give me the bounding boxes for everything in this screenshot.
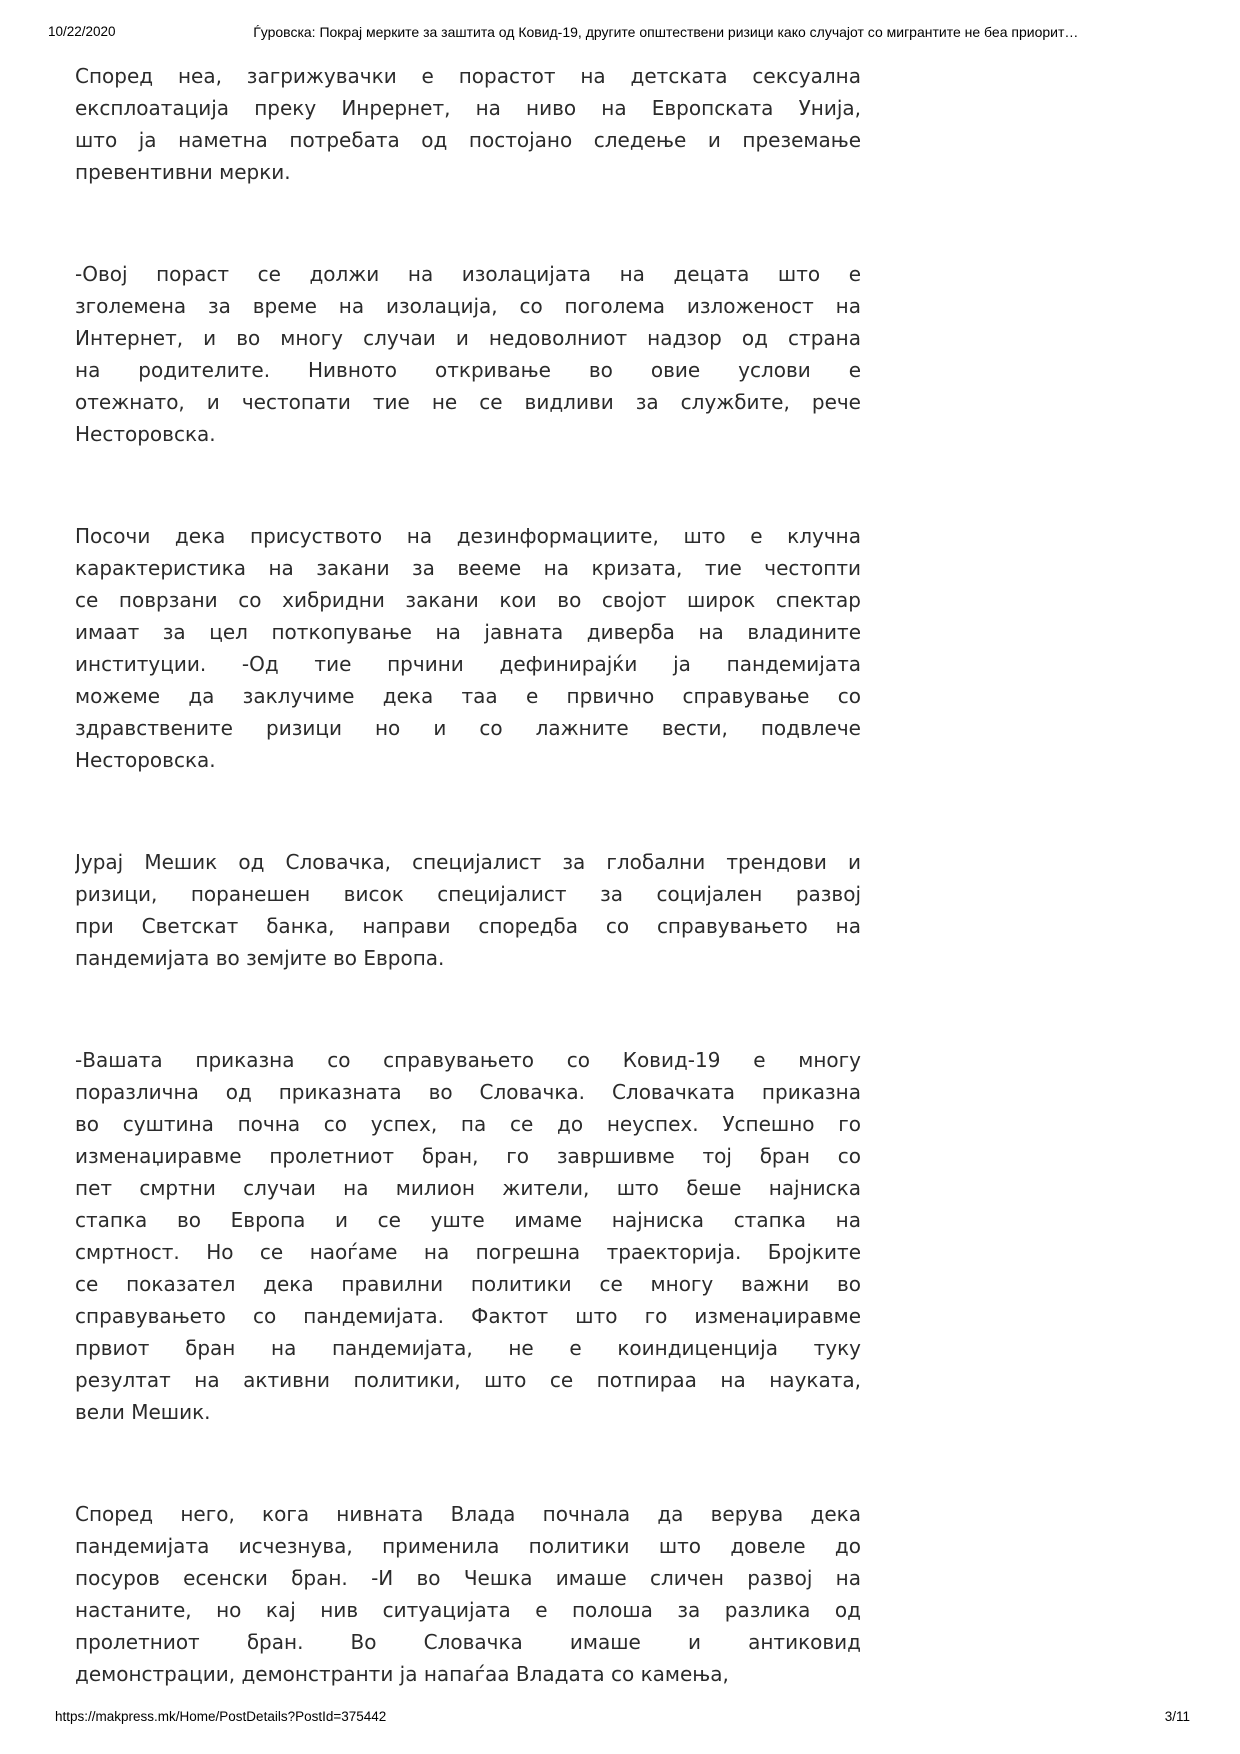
- text-line: вели Мешик.: [75, 1400, 211, 1424]
- text-line: стапка во Европа и се уште имаме најниска стапка на: [75, 1208, 861, 1232]
- text-line: посуров есенски бран. -И во Чешка имаше сличен развој на: [75, 1566, 861, 1590]
- text-line: зголемена за време на изолација, со поголема изложеност на: [75, 294, 861, 318]
- text-line: ризици, поранешен висок специјалист за социјален развој: [75, 882, 861, 906]
- paragraph: [75, 60, 861, 188]
- text-line: првиот бран на пандемијата, не е коиндиценција туку: [75, 1336, 861, 1360]
- text-line: пролетниот бран. Во Словачка имаше и антиковид: [75, 1630, 861, 1654]
- text-line: смртност. Но се наоѓаме на погрешна траекторија. Бројките: [75, 1240, 861, 1264]
- paragraph: [75, 258, 861, 450]
- text-line: настаните, но кај нив ситуацијата е полоша за разлика од: [75, 1598, 861, 1622]
- text-line: поразлична од приказната во Словачка. Словачката приказна: [75, 1080, 861, 1104]
- text-line: Посочи дека присуството на дезинформациите, што е клучна: [75, 524, 861, 548]
- text-line: пандемијата исчезнува, применила политики што довеле до: [75, 1534, 861, 1558]
- text-line: превентивни мерки.: [75, 160, 291, 184]
- text-line: -Овој пораст се должи на изолацијата на децата што е: [75, 262, 861, 286]
- print-date: 10/22/2020: [48, 24, 116, 39]
- paragraph: [75, 1498, 861, 1690]
- text-line: се поврзани со хибридни закани кои во својот широк спектар: [75, 588, 861, 612]
- text-line: во суштина почна со успех, па се до неуспех. Успешно го: [75, 1112, 861, 1136]
- text-line: пандемијата во земјите во Европа.: [75, 946, 445, 970]
- article-content: [75, 60, 861, 1754]
- print-footer: [55, 1709, 1190, 1724]
- text-line: на родителите. Нивното откривање во овие услови е: [75, 358, 861, 382]
- text-line: демонстрации, демонстранти ја напаѓаа Владата со камења,: [75, 1662, 729, 1686]
- text-line: отежнато, и честопати тие не се видливи за службите, рече: [75, 390, 861, 414]
- text-line: карактеристика на закани за вееме на кризата, тие честопти: [75, 556, 861, 580]
- text-line: се показател дека правилни политики се многу важни во: [75, 1272, 861, 1296]
- text-line: изменаџиравме пролетниот бран, го завршивме тој бран со: [75, 1144, 861, 1168]
- paragraph: [75, 520, 861, 776]
- text-line: Јурај Мешик од Словачка, специјалист за глобални трендови и: [75, 850, 861, 874]
- text-line: Несторовска.: [75, 422, 216, 446]
- paragraph: [75, 846, 861, 974]
- text-line: резултат на активни политики, што се потпираа на науката,: [75, 1368, 861, 1392]
- paragraph: [75, 1044, 861, 1428]
- text-line: при Светскат банка, направи споредба со справувањето на: [75, 914, 861, 938]
- text-line: здравствените ризици но и со лажните вести, подвлече: [75, 716, 861, 740]
- text-line: имаат за цел поткопување на јавната диверба на владините: [75, 620, 861, 644]
- text-line: Според неа, загрижувачки е порастот на детската сексуална: [75, 64, 861, 88]
- text-line: справувањето со пандемијата. Фактот што го изменаџиравме: [75, 1304, 861, 1328]
- text-line: Според него, кога нивната Влада почнала да верува дека: [75, 1502, 861, 1526]
- text-line: пет смртни случаи на милион жители, што беше најниска: [75, 1176, 861, 1200]
- text-line: експлоатација преку Инрернет, на ниво на Европската Унија,: [75, 96, 861, 120]
- page-title: Ѓуровска: Покрај мерките за заштита од Ковид-19, другите општествени ризици како случајот со мигрантите не беа приорит…: [253, 24, 1079, 40]
- print-header: [48, 24, 1192, 40]
- text-line: -Вашата приказна со справувањето со Ковид-19 е многу: [75, 1048, 861, 1072]
- text-line: институции. -Од тие прчини дефинирајќи ја пандемијата: [75, 652, 861, 676]
- text-line: Интернет, и во многу случаи и недоволниот надзор од страна: [75, 326, 861, 350]
- text-line: можеме да заклучиме дека таа е првично справување со: [75, 684, 861, 708]
- footer-page-number: 3/11: [1164, 1709, 1190, 1724]
- footer-url: https://makpress.mk/Home/PostDetails?PostId=375442: [55, 1709, 387, 1724]
- text-line: што ја наметна потребата од постојано следење и преземање: [75, 128, 861, 152]
- text-line: Несторовска.: [75, 748, 216, 772]
